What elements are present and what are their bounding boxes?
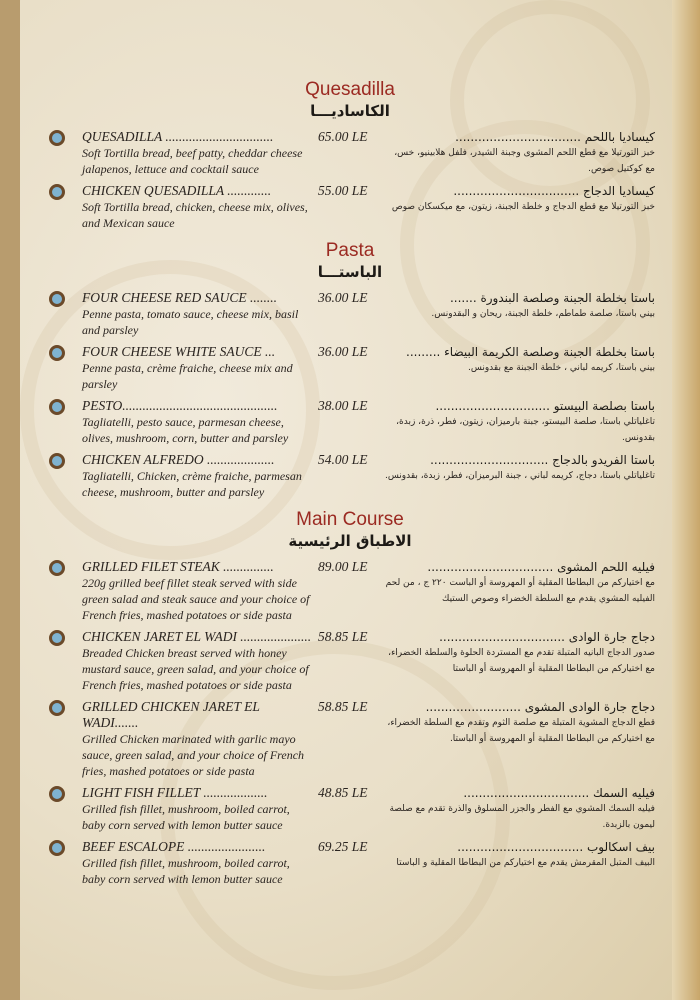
item-name-arabic: دجاج جارة الوادى المشوى ......................... xyxy=(425,700,655,714)
item-description: Tagliatelli, Chicken, crème fraiche, parmesan cheese, mushroom, butter and parsley xyxy=(82,469,302,499)
blue-medallion-icon xyxy=(49,700,65,716)
item-name-arabic: باستا بصلصة البيستو .............................. xyxy=(435,399,655,413)
item-description-arabic: تاغلياتلي باستا، صلصة البيستو، جبنة بارميزان، زيتون، فطر، ذرة، زبدة، بقدونس. xyxy=(396,417,655,443)
blue-medallion-icon xyxy=(49,560,65,576)
blue-medallion-icon xyxy=(49,345,65,361)
item-price: 36.00 LE xyxy=(318,344,368,359)
item-name-arabic: بيف اسكالوب ................................. xyxy=(457,840,655,854)
item-name-arabic: باستا الفريدو بالدجاج ............................... xyxy=(430,453,655,467)
item-name-arabic: كيساديا باللحم ................................. xyxy=(455,130,655,144)
item-description: Soft Tortilla bread, chicken, cheese mix, olives, and Mexican sauce xyxy=(82,200,308,230)
item-english xyxy=(82,839,312,887)
item-price: 65.00 LE xyxy=(318,129,368,144)
item-arabic xyxy=(384,785,655,833)
item-english xyxy=(82,183,312,231)
item-price: 89.00 LE xyxy=(318,559,368,574)
menu-section xyxy=(0,239,700,500)
item-name: FOUR CHEESE WHITE SAUCE ... xyxy=(82,344,276,359)
item-name: LIGHT FISH FILLET ................... xyxy=(82,785,268,800)
item-name: PESTO.............................................. xyxy=(82,398,278,413)
menu-section xyxy=(0,508,700,887)
blue-medallion-icon xyxy=(49,184,65,200)
item-description: Tagliatelli, pesto sauce, parmesan cheese, olives, mushroom, corn, butter and parsley xyxy=(82,415,289,445)
item-arabic xyxy=(384,290,655,338)
menu-item xyxy=(49,129,655,177)
section-title-arabic: الكاساديـــا xyxy=(310,102,390,120)
menu-item xyxy=(49,452,655,500)
item-english xyxy=(82,290,312,338)
item-name: CHICKEN ALFREDO .................... xyxy=(82,452,275,467)
item-price: 58.85 LE xyxy=(318,629,368,644)
menu-item xyxy=(49,344,655,392)
item-arabic xyxy=(384,452,655,500)
item-english xyxy=(82,344,312,392)
item-price: 58.85 LE xyxy=(318,699,368,714)
item-description: 220g grilled beef fillet steak served with side green salad and steak sauce and your choice of French fries, mashed potatoes or side pasta xyxy=(82,576,310,622)
item-price: 48.85 LE xyxy=(318,785,368,800)
blue-medallion-icon xyxy=(49,453,65,469)
item-description-arabic: بيني باستا، كريمه لباني ، خلطة الجبنة مع بقدونس. xyxy=(467,363,655,373)
blue-medallion-icon xyxy=(49,130,65,146)
item-english xyxy=(82,785,312,833)
item-name-arabic: باستا بخلطة الجبنة وصلصة البندورة ....... xyxy=(449,291,655,305)
item-english xyxy=(82,452,312,500)
item-arabic xyxy=(384,398,655,446)
menu-item xyxy=(49,839,655,887)
item-arabic xyxy=(384,839,655,887)
item-name-arabic: دجاج جارة الوادى ................................. xyxy=(439,630,655,644)
item-description-arabic: قطع الدجاج المشوية المتبلة مع صلصة الثوم وتقدم مع السلطة الخضراء، مع اختياركم من البطاطا المقلية أو المهروسة أو الباستا. xyxy=(387,718,655,744)
item-price: 69.25 LE xyxy=(318,839,368,854)
section-title: Pasta xyxy=(325,240,375,261)
item-price: 38.00 LE xyxy=(318,398,368,413)
item-name: CHICKEN JARET EL WADI ..................... xyxy=(82,629,312,644)
item-description-arabic: خبز التورتيلا مع قطع الدجاج و خلطة الجبنة، زيتون، مع ميكسكان صوص xyxy=(391,202,655,212)
blue-medallion-icon xyxy=(49,630,65,646)
item-description-arabic: مع اختياركم من البطاطا المقلية أو المهروسة أو الباست ٢٢٠ ج ، من لحم الفيليه المشوي يقدم مع السلطة الخضراء وصوص الستيك xyxy=(385,578,655,604)
item-name-arabic: باستا بخلطة الجبنة وصلصة الكريمة البيضاء ......... xyxy=(406,345,655,359)
menu-content xyxy=(0,78,700,895)
item-english xyxy=(82,699,312,779)
menu-item xyxy=(49,183,655,231)
item-name: BEEF ESCALOPE ....................... xyxy=(82,839,266,854)
item-description: Soft Tortilla bread, beef patty, cheddar cheese jalapenos, lettuce and cocktail sauce xyxy=(82,146,303,176)
item-name: GRILLED CHICKEN JARET EL WADI....... xyxy=(82,699,260,730)
item-description: Grilled fish fillet, mushroom, boiled carrot, baby corn served with lemon butter sauce xyxy=(82,802,290,832)
item-arabic xyxy=(384,183,655,231)
item-description-arabic: بيني باستا، صلصة طماطم، خلطة الجبنة، ريحان و البقدونس. xyxy=(431,309,655,319)
menu-item xyxy=(49,699,655,779)
item-description-arabic: صدور الدجاج البانيه المتبلة تقدم مع المستردة الحلوة والسلطة الخضراء، مع اختياركم من البطاطا المقلية أو المهروسة أو الباستا xyxy=(388,648,655,674)
section-title: Main Course xyxy=(296,509,404,530)
item-description: Penne pasta, crème fraiche, cheese mix and parsley xyxy=(82,361,293,391)
item-arabic xyxy=(384,699,655,779)
item-price: 54.00 LE xyxy=(318,452,368,467)
item-english xyxy=(82,629,312,693)
item-name: CHICKEN QUESADILLA ............. xyxy=(82,183,272,198)
section-title-arabic: الاطباق الرئيسية xyxy=(288,532,412,550)
item-english xyxy=(82,559,312,623)
item-description: Grilled fish fillet, mushroom, boiled carrot, baby corn served with lemon butter sauce xyxy=(82,856,290,886)
item-arabic xyxy=(384,559,655,623)
blue-medallion-icon xyxy=(49,291,65,307)
blue-medallion-icon xyxy=(49,840,65,856)
menu-item xyxy=(49,398,655,446)
item-name: GRILLED FILET STEAK ............... xyxy=(82,559,274,574)
item-description-arabic: البيف المتبل المقرمش يقدم مع اختياركم من البطاطا المقلية و الباستا xyxy=(396,858,655,868)
item-description-arabic: تاغلياتلي باستا، دجاج، كريمه لباني ، جبنة البرميزان، فطر، زبدة، بقدونس. xyxy=(384,471,655,481)
item-name: QUESADILLA ................................ xyxy=(82,129,274,144)
item-description-arabic: خبز التورتيلا مع قطع اللحم المشوى وجبنة الشيدر، فلفل هلابينيو، خس، مع كوكتيل صوص. xyxy=(394,148,655,174)
menu-item xyxy=(49,785,655,833)
item-description: Grilled Chicken marinated with garlic mayo sauce, green salad, and your choice of French fries, mashed potatoes or side pasta xyxy=(82,732,305,778)
section-title-arabic: الباستـــا xyxy=(317,263,383,281)
section-title: Quesadilla xyxy=(305,79,395,100)
item-description: Penne pasta, tomato sauce, cheese mix, basil and parsley xyxy=(82,307,299,337)
item-arabic xyxy=(384,129,655,177)
item-english xyxy=(82,129,312,177)
item-name-arabic: فيليه السمك ................................. xyxy=(463,786,655,800)
menu-item xyxy=(49,629,655,693)
item-name-arabic: كيساديا الدجاج ................................. xyxy=(453,184,655,198)
blue-medallion-icon xyxy=(49,399,65,415)
item-name: FOUR CHEESE RED SAUCE ........ xyxy=(82,290,277,305)
item-arabic xyxy=(384,344,655,392)
blue-medallion-icon xyxy=(49,786,65,802)
item-price: 36.00 LE xyxy=(318,290,368,305)
item-description: Breaded Chicken breast served with honey mustard sauce, green salad, and your choice of French fries, mashed potatoes or side pasta xyxy=(82,646,309,692)
item-arabic xyxy=(384,629,655,693)
menu-section xyxy=(0,78,700,231)
item-price: 55.00 LE xyxy=(318,183,368,198)
item-description-arabic: فيليه السمك المشوي مع الفطر والجزر المسلوق والذرة تقدم مع صلصة ليمون بالزبدة. xyxy=(389,804,655,830)
menu-item xyxy=(49,559,655,623)
item-english xyxy=(82,398,312,446)
menu-item xyxy=(49,290,655,338)
item-name-arabic: فيليه اللحم المشوى ................................. xyxy=(427,560,655,574)
